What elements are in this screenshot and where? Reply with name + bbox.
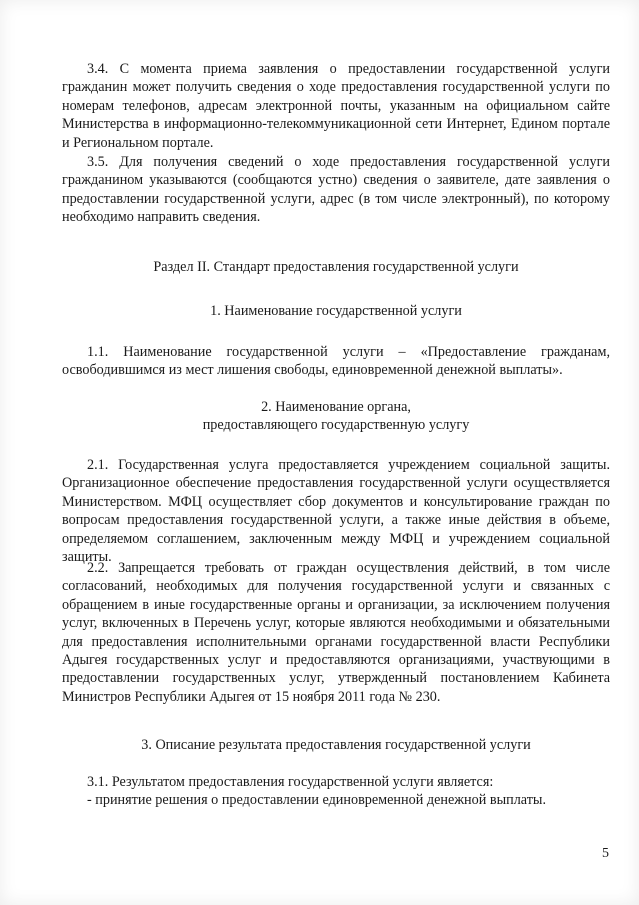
paragraph-3-1-list-item: - принятие решения о предоставлении единовременной денежной выплаты. — [87, 792, 546, 808]
subsection-heading-2 — [62, 398, 610, 435]
paragraph-3-4: 3.4. С момента приема заявления о предоставлении государственной услуги гражданин может получить сведения о ходе предоставления государственной услуги по номерам телефонов, адресам электронной почты, указанным на официальном сайте Министерства в информационно-телекоммуникационной сети Интернет, Едином портале и Региональном портале. — [62, 61, 610, 151]
paragraph-3-1: 3.1. Результатом предоставления государственной услуги является: — [87, 774, 494, 790]
subsection-heading-2-line2: предоставляющего государственную услугу — [202, 417, 470, 434]
paragraph-3-5: 3.5. Для получения сведений о ходе предоставления государственной услуги гражданином указываются (сообщаются устно) сведения о заявителе, дате заявления о предоставлении государственной услуги, адрес (в том числе электронный), по которому необходимо направить сведения. — [62, 154, 610, 226]
paragraph-2-2: 2.2. Запрещается требовать от граждан осуществления действий, в том числе согласований, необходимых для получения государственной услуги и связанных с обращением в иные государственные органы и организации, за исключением получения услуг, включенных в Перечень услуг, которые являются необходимыми и обязательными для предоставления исполнительными органами государственной власти Республики Адыгея государственных услуг и предоставляются организациями, участвующими в предоставлении государственных услуг, утвержденный постановлением Кабинета Министров Республики Адыгея от 15 ноября 2011 года № 230. — [62, 560, 610, 705]
paragraph-2-1: 2.1. Государственная услуга предоставляется учреждением социальной защиты. Организационное обеспечение предоставления государственной услуги осуществляется Министерством. МФЦ осуществляет сбор документов и консультирование граждан по вопросам предоставления государственной услуги, а также иные действия в объеме, определяемом соглашением, заключенным между МФЦ и учреждением социальной защиты. — [62, 457, 610, 566]
page-number: 5 — [602, 846, 609, 861]
subsection-heading-2-line1: 2. Наименование органа, — [261, 399, 411, 415]
subsection-heading-1: 1. Наименование государственной услуги — [210, 303, 462, 319]
paragraph-1-1: 1.1. Наименование государственной услуги – «Предоставление гражданам, освободившимся из мест лишения свободы, единовременной денежной выплаты». — [62, 344, 610, 379]
subsection-heading-3: 3. Описание результата предоставления государственной услуги — [141, 737, 531, 753]
section-heading: Раздел II. Стандарт предоставления государственной услуги — [153, 259, 519, 275]
